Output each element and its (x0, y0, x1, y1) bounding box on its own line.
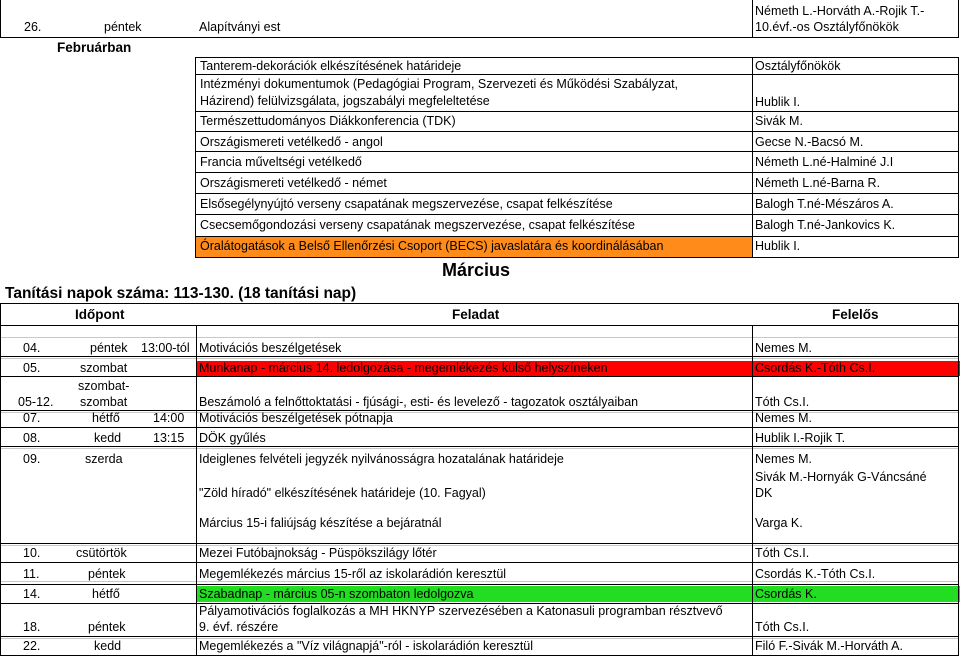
responsible-cell: Csordás K.-Tóth Cs.I. (755, 567, 876, 581)
task-cell: Március 15-i faliújság készítése a bejáratnál (199, 516, 442, 530)
responsible-cell: Csordás K.-Tóth Cs.I. (755, 361, 876, 375)
responsible-cell: Nemes M. (755, 341, 812, 355)
task-cell: Beszámoló a felnőttoktatási - fjúsági-, esti- és levelező - tagozatok osztályaiban (199, 395, 639, 409)
task-text: Elsősegélynyújtó verseny csapatának megszervezése, csapat felkészítése (200, 197, 613, 211)
time-cell: 14:00 (153, 411, 185, 425)
responsible-text: Hublik I. (755, 95, 801, 109)
task-text: Természettudományos Diákkonferencia (TDK) (200, 114, 456, 128)
time-cell: 13:00-tól (141, 341, 190, 355)
task-cell: Munkanap - március 14. ledolgozása - megemlékezés külső helyszíneken (199, 361, 608, 375)
responsible-text: Balogh T.né-Mészáros A. (755, 197, 894, 211)
day-cell: 08. (23, 431, 41, 445)
responsible-cell: Csordás K. (755, 587, 817, 601)
top-weekday: péntek (104, 20, 142, 34)
responsible-cell: Nemes M. (755, 452, 812, 466)
task-text: Intézményi dokumentumok (Pedagógiai Program, Szervezeti és Működési Szabályzat, (200, 77, 679, 91)
responsible-text: Hublik I. (755, 239, 801, 253)
responsible-text: Balogh T.né-Jankovics K. (755, 218, 896, 232)
weekday-cell: hétfő (92, 587, 120, 601)
teaching-days: Tanítási napok száma: 113-130. (18 tanítási nap) (5, 285, 357, 302)
day-cell: 11. (23, 567, 40, 581)
task-cell: Pályamotivációs foglalkozás a MH HKNYP szervezésében a Katonasuli programban résztvevő (199, 604, 723, 618)
task-text: Óralátogatások a Belső Ellenőrzési Csoport (BECS) javaslatára és koordinálásában (200, 239, 664, 253)
weekday-cell: szombat- (78, 379, 130, 393)
task-text: Országismereti vetélkedő - angol (200, 135, 383, 149)
task-cell: 9. évf. részére (199, 620, 279, 634)
task-cell: Motivációs beszélgetések (199, 341, 342, 355)
weekday-cell: csütörtök (76, 546, 127, 560)
top-resp-line2: 10.évf.-os Osztályfőnökök (755, 20, 899, 34)
column-header-time: Időpont (75, 307, 125, 322)
responsible-text: Gecse N.-Bacsó M. (755, 135, 864, 149)
responsible-text: Sivák M. (755, 114, 803, 128)
weekday-cell: péntek (90, 341, 128, 355)
responsible-cell: Tóth Cs.I. (755, 620, 810, 634)
task-text: Házirend) felülvizsgálata, jogszabályi megfeleltetése (200, 94, 490, 108)
responsible-cell: Tóth Cs.I. (755, 395, 810, 409)
weekday-cell: péntek (88, 567, 126, 581)
responsible-cell: Sivák M.-Hornyák G-Váncsáné (755, 470, 927, 484)
weekday-cell: kedd (94, 639, 122, 653)
column-header-task: Feladat (452, 307, 500, 322)
task-cell: Szabadnap - március 05-n szombaton ledolgozva (199, 587, 474, 601)
day-cell: 05-12. (18, 395, 54, 409)
weekday-cell: szerda (85, 452, 123, 466)
responsible-text: Osztályfőnökök (755, 59, 841, 73)
february-heading: Februárban (57, 40, 132, 55)
responsible-cell: Hublik I.-Rojik T. (755, 431, 846, 445)
top-resp-line1: Németh L.-Horváth A.-Rojik T.- (755, 4, 925, 18)
responsible-cell: Varga K. (755, 516, 803, 530)
weekday-cell: hétfő (92, 411, 120, 425)
task-text: Csecsemőgondozási verseny csapatának megszervezése, csapat felkészítése (200, 218, 635, 232)
task-cell: Ideiglenes felvételi jegyzék nyilvánosságra hozatalának határideje (199, 452, 564, 466)
top-day: 26. (24, 20, 42, 34)
responsible-cell: Nemes M. (755, 411, 812, 425)
day-cell: 22. (23, 639, 41, 653)
task-cell: DÖK gyűlés (199, 431, 266, 445)
task-cell: Mezei Futóbajnokság - Püspökszilágy lőtér (199, 546, 437, 560)
responsible-cell: DK (755, 486, 773, 500)
responsible-cell: Filó F.-Sivák M.-Horváth A. (755, 639, 903, 653)
day-cell: 04. (23, 341, 41, 355)
task-text: Francia műveltségi vetélkedő (200, 155, 362, 169)
top-task: Alapítványi est (199, 20, 281, 34)
task-text: Országismereti vetélkedő - német (200, 176, 387, 190)
column-header-responsible: Felelős (832, 307, 879, 322)
weekday-cell: péntek (88, 620, 126, 634)
day-cell: 09. (23, 452, 41, 466)
task-cell: "Zöld híradó" elkészítésének határideje (10. Fagyal) (199, 486, 486, 500)
task-text: Tanterem-dekorációk elkészítésének határideje (200, 59, 462, 73)
weekday-cell: szombat (80, 361, 128, 375)
weekday-cell: szombat (80, 395, 128, 409)
task-cell: Motivációs beszélgetések pótnapja (199, 411, 393, 425)
task-cell: Megemlékezés a "Víz világnapjá"-ról - iskolarádión keresztül (199, 639, 534, 653)
march-heading: Március (442, 260, 511, 280)
day-cell: 18. (23, 620, 41, 634)
weekday-cell: kedd (94, 431, 122, 445)
task-cell: Megemlékezés március 15-ről az iskolarádión keresztül (199, 567, 507, 581)
day-cell: 14. (23, 587, 41, 601)
responsible-text: Németh L.né-Barna R. (755, 176, 881, 190)
day-cell: 07. (23, 411, 41, 425)
responsible-text: Németh L.né-Halminé J.I (755, 155, 894, 169)
day-cell: 10. (23, 546, 41, 560)
day-cell: 05. (23, 361, 41, 375)
responsible-cell: Tóth Cs.I. (755, 546, 810, 560)
time-cell: 13:15 (153, 431, 185, 445)
